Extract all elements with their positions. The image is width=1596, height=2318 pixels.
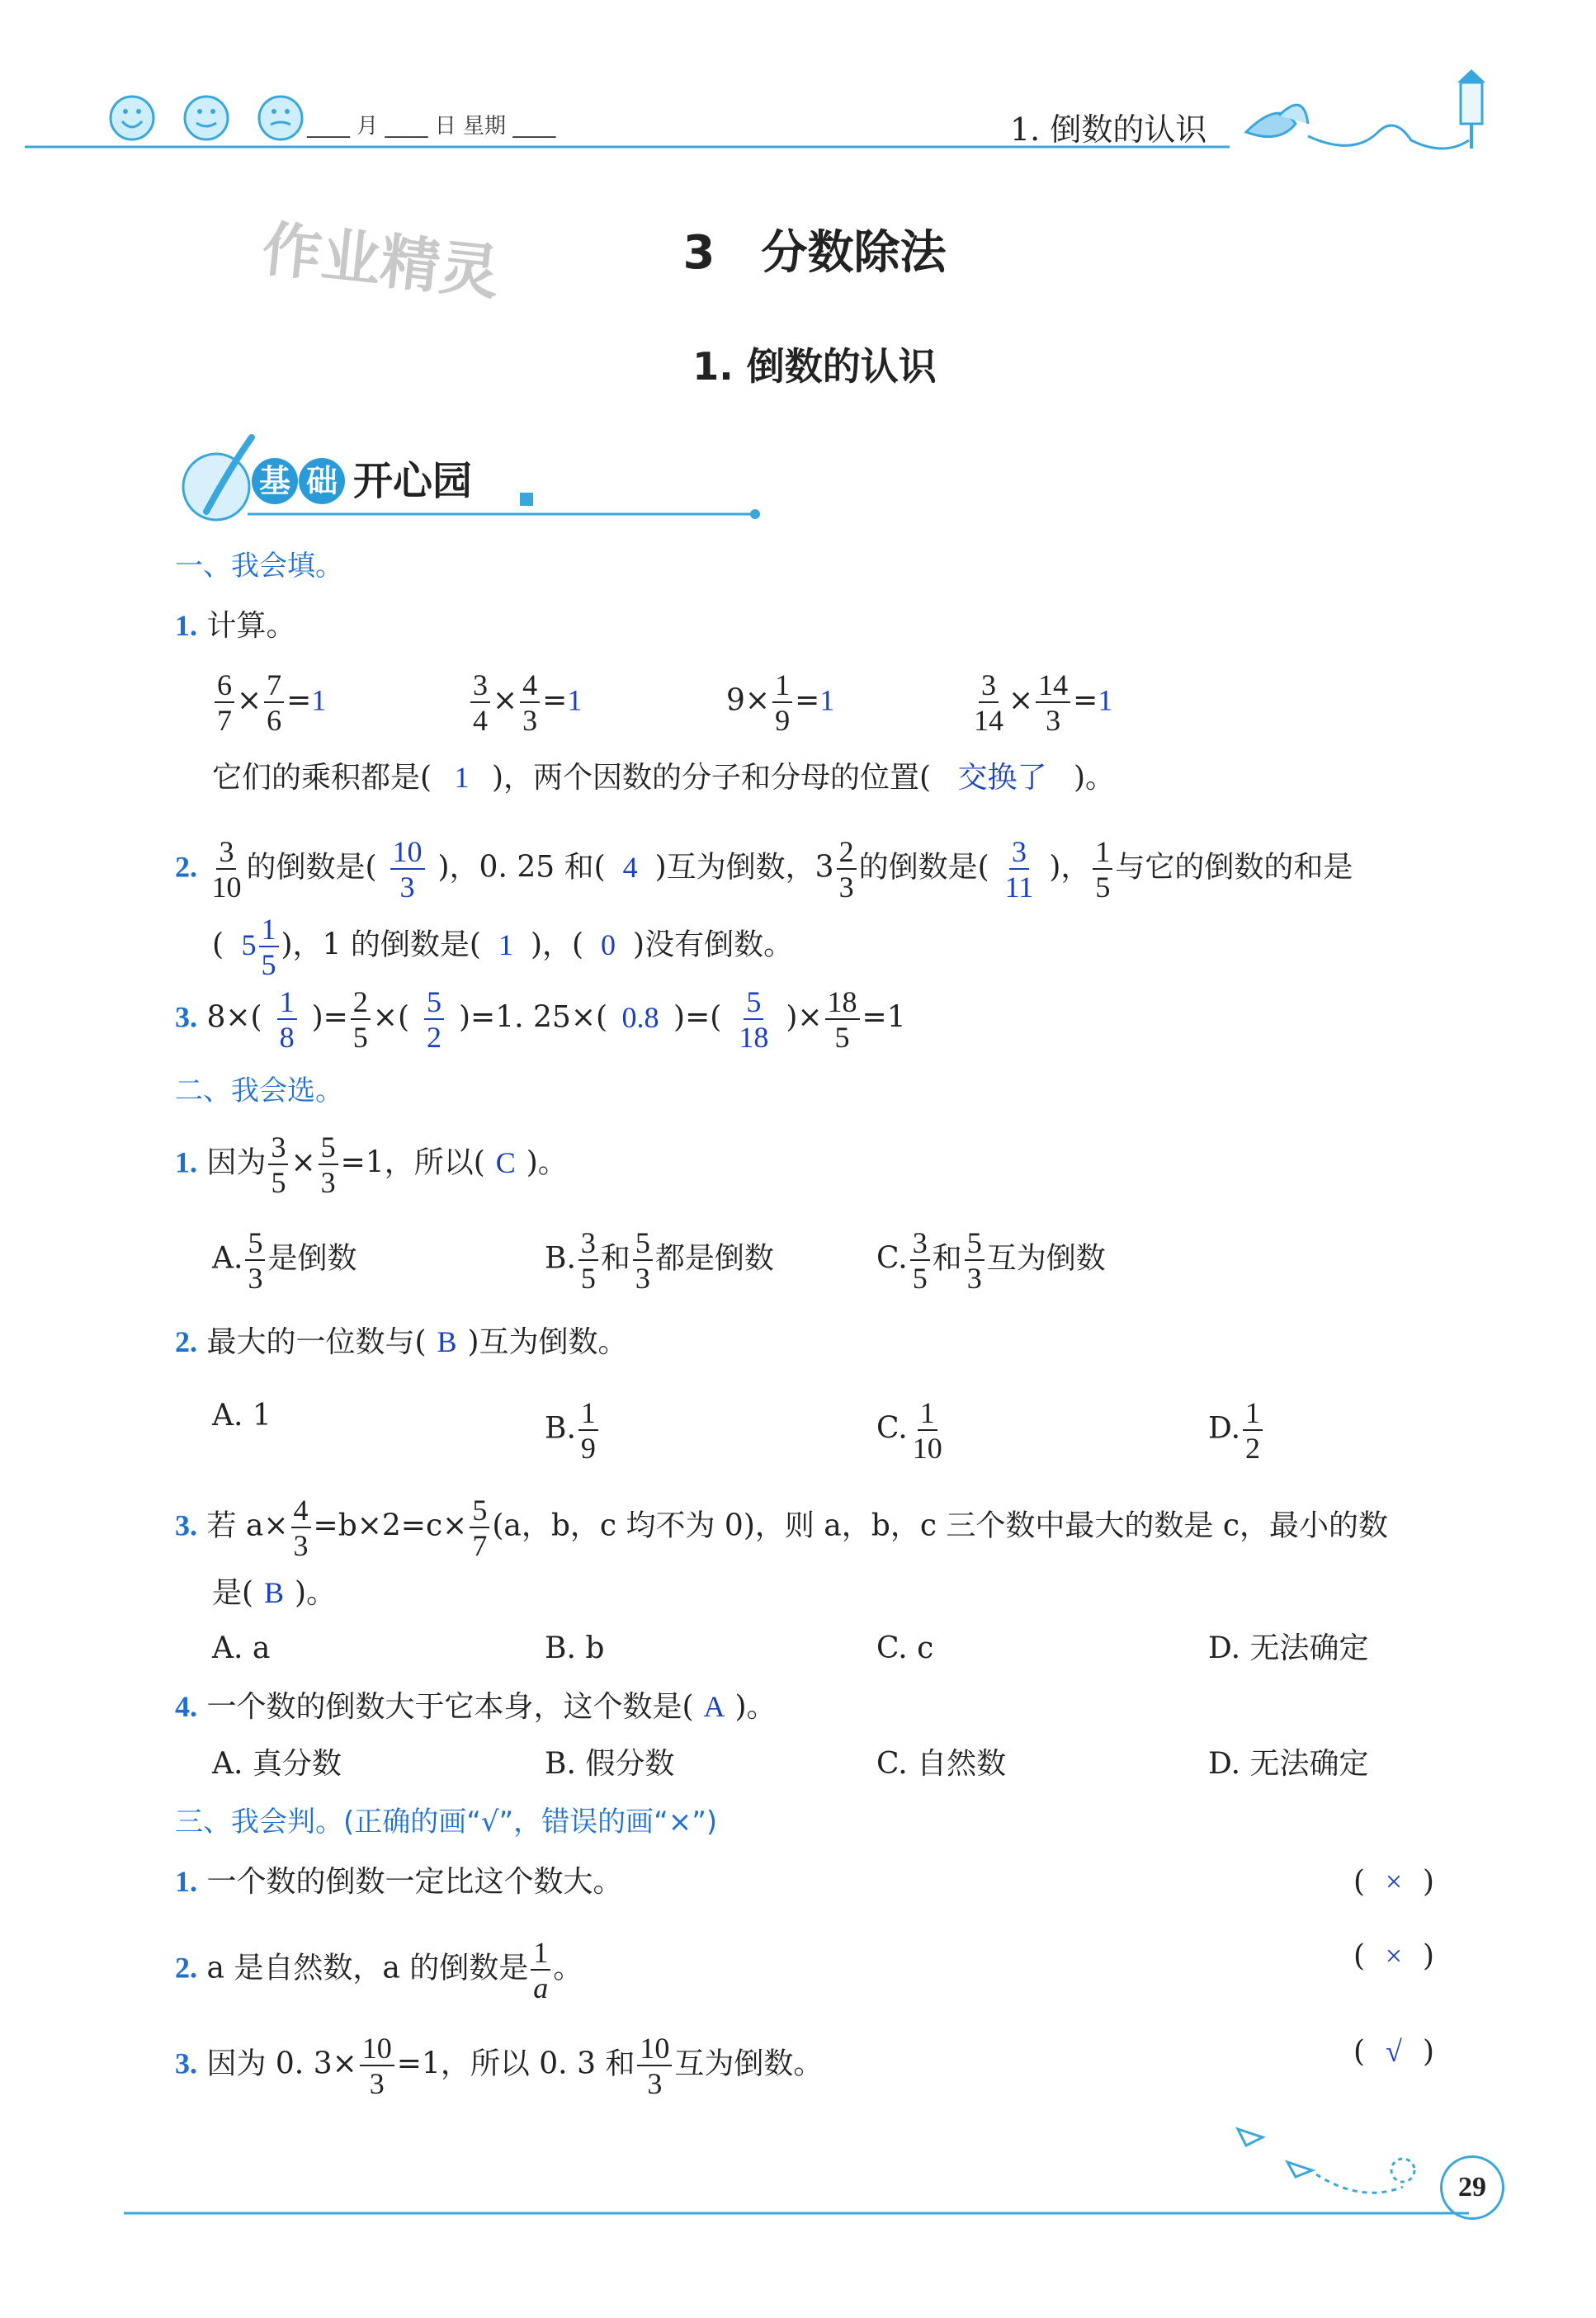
- page-number: 29: [1440, 2155, 1504, 2220]
- p3-q1-answer-box[interactable]: ( × ): [1353, 1865, 1435, 1899]
- answer: 4: [622, 850, 638, 884]
- p2-q4: 4. 一个数的倒数大于它本身，这个数是( A )。: [175, 1690, 777, 1724]
- answer: 1: [1098, 683, 1113, 717]
- p1-q1: [175, 607, 295, 644]
- content: [175, 0, 1495, 2318]
- question-number: 1.: [175, 609, 197, 642]
- answer: 1: [567, 683, 583, 717]
- question-text: 计算。: [206, 609, 296, 643]
- header-section-title: 1. 倒数的认识: [1010, 111, 1207, 148]
- footer-decoration: [0, 2113, 1596, 2228]
- p2-q2-option-b[interactable]: B. $\frac{1}{9}$: [545, 1398, 601, 1463]
- p2-q2-option-c[interactable]: C. $\frac{1}{10}$: [876, 1396, 942, 1465]
- p3-q1: 1. 一个数的倒数一定比这个数大。: [175, 1865, 623, 1899]
- answer: 交换了: [957, 761, 1047, 795]
- banner-badge-2: 础: [299, 458, 345, 504]
- p1-q1-expr-4: $\frac{3}{14}$ × $\frac{14}{3}$ =1: [974, 668, 1113, 737]
- part2-heading: 二、我会选。: [175, 1074, 343, 1107]
- p2-q3-option-b[interactable]: B. b: [545, 1631, 605, 1665]
- p2-q3-option-d[interactable]: D. 无法确定: [1208, 1631, 1369, 1665]
- p2-q1: 1. 因为 $\frac{3}{5}$ × $\frac{5}{3}$ =1，所以( C )。: [175, 1131, 568, 1199]
- date-line: ____ 月 ____ 日 星期 ____: [307, 114, 556, 139]
- p2-q4-option-a[interactable]: A. 真分数: [212, 1747, 342, 1781]
- p2-q3: 3. 若 a× $\frac{4}{3}$ =b×2=c× $\frac{5}{7}$ (a，b，c 均不为 0)，则 a，b，c 三个数中最大的数是 c，最小的数: [175, 1494, 1389, 1562]
- p1-q2-line2: ( 5 $\frac{1}{5}$ )，1 的倒数是( 1 )，( 0 )没有倒数。: [212, 913, 794, 981]
- p1-q1-expr-3: 9× $\frac{1}{9}$ =1: [726, 668, 835, 737]
- p2-q2-option-a[interactable]: A. 1: [212, 1399, 272, 1433]
- p2-q3-option-c[interactable]: C. c: [876, 1631, 934, 1665]
- p3-q3: 3. 因为 0. 3× $\frac{10}{3}$ =1，所以 0. 3 和 $\frac{10}{3}$ 互为倒数。: [175, 2032, 824, 2100]
- p2-q4-option-d[interactable]: D. 无法确定: [1208, 1747, 1369, 1781]
- answer: 1: [311, 683, 327, 717]
- answer: 1: [819, 683, 835, 717]
- p3-q2-answer-box[interactable]: ( × ): [1353, 1939, 1435, 1973]
- p3-q2: 2. a 是自然数，a 的倒数是 $\frac{1}{a}$ 。: [175, 1936, 583, 2004]
- p2-q1-option-a[interactable]: A. $\frac{5}{3}$ 是倒数: [212, 1226, 357, 1295]
- watermark: 作业精灵: [258, 214, 503, 308]
- answer: 1: [454, 761, 470, 794]
- p2-q2: 2. 最大的一位数与( B )互为倒数。: [175, 1325, 628, 1359]
- p2-q2-option-d[interactable]: D. $\frac{1}{2}$: [1208, 1398, 1265, 1463]
- banner-text: 开心园: [353, 458, 473, 504]
- p1-q1-expr-1: $\frac{6}{7}$ × $\frac{7}{6}$ =1: [212, 670, 326, 735]
- chapter-title: 3 分数除法: [682, 226, 947, 280]
- banner-badge-1: 基: [252, 458, 298, 504]
- part1-heading: 一、我会填。: [175, 550, 343, 583]
- p2-q4-option-b[interactable]: B. 假分数: [545, 1747, 675, 1781]
- p1-q3: 3. 8×( $\frac{1}{8}$ )= $\frac{2}{5}$ ×( $\frac{5}{2}$ )=1. 25×( 0.8 )=( $\frac{5}{18}$ )× $\frac{18}{5}$ =1: [175, 985, 906, 1054]
- lesson-title: 1. 倒数的认识: [692, 344, 937, 389]
- p2-q3-option-a[interactable]: A. a: [212, 1631, 271, 1665]
- part3-heading: 三、我会判。(正确的画“√”，错误的画“×”): [175, 1806, 718, 1839]
- p2-q3-line2: 是( B )。: [212, 1576, 337, 1610]
- p2-q1-option-c[interactable]: C. $\frac{3}{5}$ 和 $\frac{5}{3}$ 互为倒数: [876, 1226, 1106, 1295]
- p2-q4-option-c[interactable]: C. 自然数: [876, 1747, 1007, 1781]
- p1-q2-line1: 2. $\frac{3}{10}$ 的倒数是( $\frac{10}{3}$ )，0. 25 和( 4 )互为倒数，3 $\frac{2}{3}$ 的倒数是( $\frac{3}{11}$ )， $\frac{1}{5}$ 与它的倒数的和是: [175, 835, 1353, 904]
- p1-q1-summary: 它们的乘积都是( 1 )，两个因数的分子和分母的位置( 交换了 )。: [212, 761, 1115, 795]
- p2-q1-option-b[interactable]: B. $\frac{3}{5}$ 和 $\frac{5}{3}$ 都是倒数: [545, 1226, 774, 1295]
- p3-q3-answer-box[interactable]: ( √ ): [1353, 2035, 1435, 2069]
- p1-q1-expr-2: $\frac{3}{4}$ × $\frac{4}{3}$ =1: [468, 670, 582, 735]
